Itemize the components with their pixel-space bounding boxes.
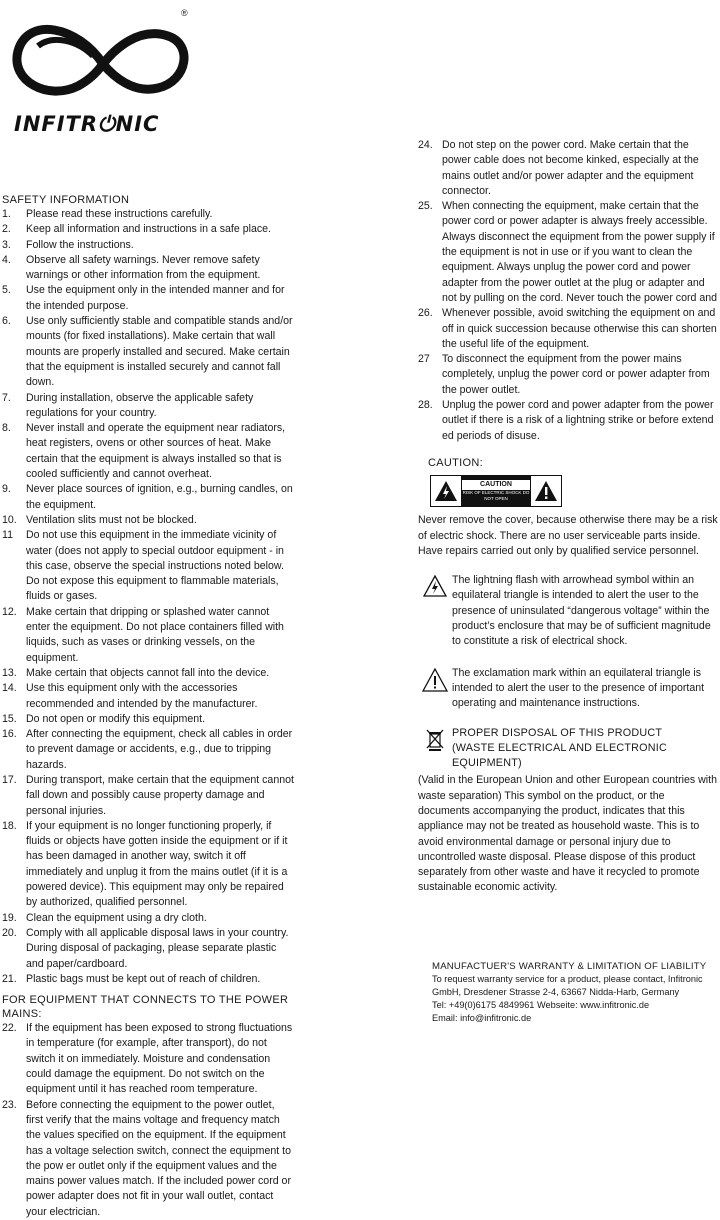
item-text: Use only sufficiently stable and compatible stands and/or mounts (for fixed installations). Make certain that wall mounts are properly installed and secured. Make certain that the equipment is installed securely and cannot fall down. [26,315,293,389]
item-number: 14. [2,682,17,695]
item-number: 3. [2,238,11,251]
item-number: 26. [418,307,433,320]
item-number: 19. [2,911,17,924]
item-number: 11 [2,529,13,542]
item-number: 2. [2,223,11,236]
item-number: 22. [2,1022,17,1035]
item-text: During transport, make certain that the equipment cannot fall down and possibly cause property damage and personal injuries. [26,773,294,817]
exclamation-triangle-icon [531,476,561,506]
item-text: Do not step on the power cord. Make certain that the power cable does not become kinked, especially at the mains outlet and/or power adapter and the equipment connector. [442,139,699,197]
item-text: To disconnect the equipment from the power mains completely, unplug the power cord or power adapter from the power outlet. [442,353,710,396]
caution-title: CAUTION: [428,456,483,469]
mains-list-left [2,1021,294,1220]
mains-list-right [418,138,718,444]
item-text: If the equipment has been exposed to strong fluctuations in temperature (for example, after transport), do not switch it on immediately. Moisture and condensation could damage the equipment. Do not switch on the equipment until it has reached room temperature. [26,1022,293,1096]
item-number: 24. [418,139,433,151]
item-text: Please read these instructions carefully. [26,208,213,220]
item-number: 17. [2,773,17,786]
list-item [418,398,718,444]
item-number: 15. [2,712,17,725]
list-item [2,391,294,422]
lightning-text: The lightning flash with arrowhead symbol within an equilateral triangle is intended to alert the user to the presence of uninsulated “dangerous voltage” within the product’s enclosure that may be of sufficient magnitude to constitute a risk of electrical shock. [452,574,711,648]
exclamation-text: The exclamation mark within an equilateral triangle is intended to alert the user to the presence of important operating and maintenance instructions. [452,666,705,710]
item-text: If your equipment is no longer functioning properly, if fluids or objects have gotten inside the equipment or if it has been damaged in another way, switch it off immediately and unplug it from the mains outlet (if it is a powered device). This equipment may only be repaired by authorized, qualified personnel. [26,819,288,909]
lightning-row [418,573,718,649]
caution-label-bottom: RISK OF ELECTRIC SHOCK DO NOT OPEN [462,490,530,502]
item-number: 9. [2,483,11,496]
list-item [2,513,294,528]
item-number: 1. [2,208,11,220]
warranty-line-2: GmbH, Dresdener Strasse 2-4, 63667 Nidda-Harb, Germany [432,986,680,997]
list-item [418,199,718,306]
safety-list [2,207,294,987]
list-item [2,972,294,987]
caution-label-text [461,476,531,506]
disposal-text: (Valid in the European Union and other European countries with waste separation) This symbol on the product, or the documents accompanying the product, indicates that this appliance may not be treated as household waste. This is to avoid environmental damage or personal injury due to uncontrolled waste disposal. Please dispose of this product separately from other waste and have it recycled to promote sustainable economic activity. [418,774,717,894]
list-item [2,819,294,911]
item-text: Never install and operate the equipment near radiators, heat registers, ovens or other sources of heat. Make certain that the equipment is always installed so that is cooled sufficiently and cannot overheat. [26,422,286,481]
item-text: Make certain that objects cannot fall into the device. [26,666,270,679]
item-text: Whenever possible, avoid switching the equipment on and off in quick succession because otherwise this can shorten the useful life of the equipment. [442,307,717,350]
weee-title-row [418,726,718,772]
item-text: During installation, observe the applicable safety regulations for your country. [26,391,254,419]
item-number: 7. [2,391,11,404]
item-text: Do not open or modify this equipment. [26,712,206,725]
infinity-swirl-icon [8,6,198,116]
item-number: 12. [2,605,17,618]
list-item [2,926,294,972]
item-text: Clean the equipment using a dry cloth. [26,911,207,924]
item-number: 27 [418,353,430,366]
exclamation-row [418,666,718,712]
list-item [2,727,294,773]
safety-title: SAFETY INFORMATION [2,194,130,206]
warranty-line-3: Tel: +49(0)6175 4849961 Webseite: www.infitronic.de [432,999,650,1010]
item-text: Unplug the power cord and power adapter from the power outlet if there is a risk of a lightning strike or before extend ed periods of disuse. [442,399,714,442]
item-number: 10. [2,513,17,526]
caution-label [430,475,562,507]
item-text: Never place sources of ignition, e.g., burning candles, on the equipment. [26,483,293,511]
list-item [2,421,294,482]
item-text: Observe all safety warnings. Never remove safety warnings or other information from the equipment. [26,253,261,282]
caution-text: Never remove the cover, because otherwise there may be a risk of electric shock. There are no user serviceable parts inside. Have repairs carried out only by qualified service personnel. [418,514,718,557]
item-text: Keep all information and instructions in a safe place. [26,223,271,236]
list-item [2,911,294,926]
list-item [2,666,294,681]
item-text: Use this equipment only with the accessories recommended and intended by the manufacturer. [26,682,258,710]
item-number: 23. [2,1098,17,1111]
item-text: After connecting the equipment, check all cables in order to prevent damage or accidents, e.g., due to tripping hazards. [26,728,293,771]
list-item [2,283,294,314]
list-item [2,528,294,604]
item-number: 6. [2,315,11,328]
item-number: 8. [2,422,11,435]
right-column [418,138,718,1025]
crossed-bin-icon [418,726,452,772]
item-text: Make certain that dripping or splashed water cannot enter the equipment. Do not place containers filled with liquids, such as vases or drinking vessels, on the equipment. [26,605,284,664]
item-text: When connecting the equipment, make certain that the power cord or power adapter is always freely accessible. Always disconnect the equipment from the power supply if the equipment is not in use or if you want to clean the equipment. Always unplug the power cord and power adapter from the power outlet at the plug or adapter and not by pulling on the cord. Never touch the power cord and [442,200,718,304]
item-number: 20. [2,926,17,939]
item-number: 4. [2,253,11,266]
list-item [418,138,718,199]
item-text: Comply with all applicable disposal laws in your country. During disposal of packaging, please separate plastic and paper/cardboard. [26,926,289,970]
caution-label-top: CAUTION [462,480,530,490]
lightning-symbol-icon [418,573,452,649]
item-number: 25. [418,200,433,213]
list-item [418,306,718,352]
registered-mark: ® [181,8,188,18]
weee-title-line1: PROPER DISPOSAL OF THIS PRODUCT [452,726,663,739]
item-number: 16. [2,728,17,741]
list-item [2,1098,294,1220]
item-number: 21. [2,972,17,985]
list-item [418,352,718,398]
list-item [2,222,294,237]
list-item [2,238,294,253]
list-item [2,207,294,222]
list-item [2,1021,294,1097]
list-item [2,773,294,819]
mains-title: FOR EQUIPMENT THAT CONNECTS TO THE POWER MAINS: [2,994,289,1021]
item-number: 18. [2,819,17,832]
list-item [2,482,294,513]
list-item [2,314,294,390]
list-item [2,253,294,284]
item-text: Follow the instructions. [26,238,134,251]
item-number: 28. [418,399,433,412]
warranty-line-1: To request warranty service for a product, please contact, Infitronic [432,973,703,984]
brand-name: INFITR⏻NIC [14,112,160,136]
list-item [2,712,294,727]
lightning-triangle-icon [431,476,461,506]
warranty-title: MANUFACTUER'S WARRANTY & LIMITATION OF LIABILITY [432,960,707,972]
warranty-line-4: Email: info@infitronic.de [432,1012,532,1023]
item-number: 5. [2,284,11,297]
item-text: Before connecting the equipment to the power outlet, first verify that the mains voltage and frequency match the values specified on the equipment. If the equipment has a voltage selection switch, connect the equipment to the pow er outlet only if the equipment values and the mains power values match. If the included power cord or power adapter does not fit in your wall outlet, contact your electrician. [26,1098,292,1218]
item-text: Use the equipment only in the intended manner and for the intended purpose. [26,284,285,312]
exclamation-symbol-icon [418,666,452,712]
weee-title-line2: (WASTE ELECTRICAL AND ELECTRONIC EQUIPMENT) [452,741,667,770]
list-item [2,681,294,712]
item-text: Plastic bags must be kept out of reach of children. [26,972,261,985]
item-text: Ventilation slits must not be blocked. [26,513,197,526]
left-column [2,193,294,1220]
item-number: 13. [2,666,17,679]
warranty-block [418,960,718,1025]
item-text: Do not use this equipment in the immediate vicinity of water (does not apply to special outdoor equipment - in this case, observe the special instructions noted below. Do not expose this equipment to flammable materials, fluids or gases. [26,529,284,603]
list-item [2,605,294,666]
